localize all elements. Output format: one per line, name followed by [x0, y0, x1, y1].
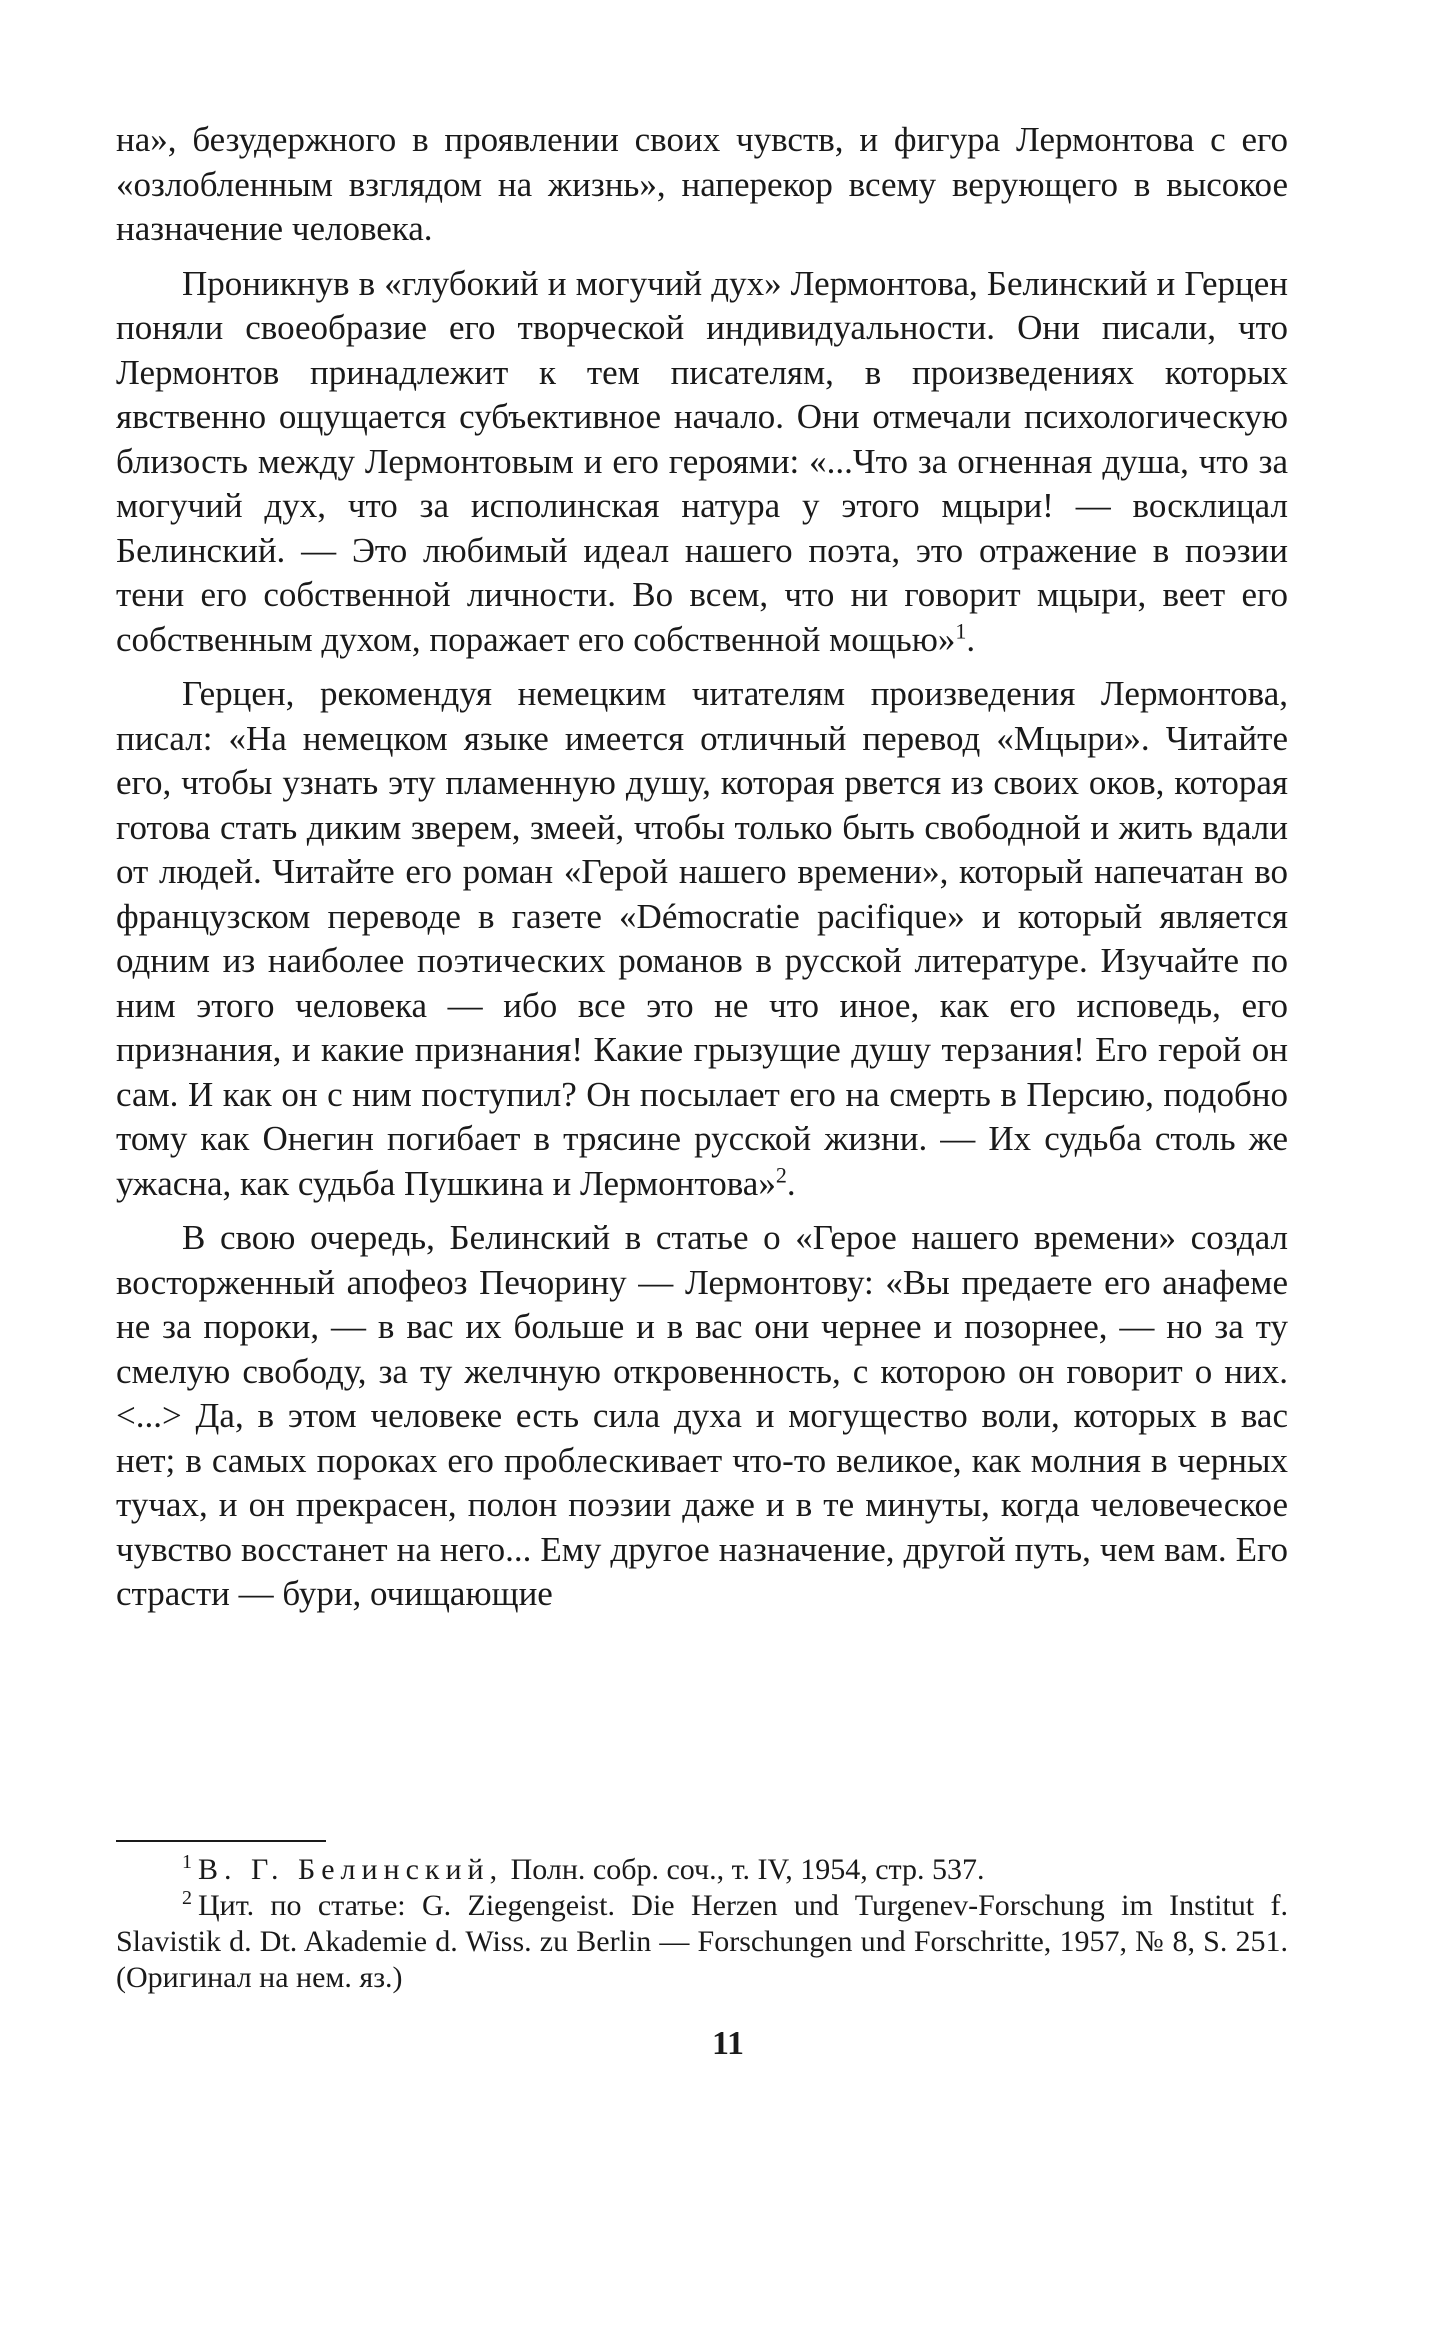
paragraph-3-end: .: [786, 1163, 796, 1203]
page-number: 11: [711, 2025, 745, 2062]
footnote-divider: [116, 1840, 326, 1842]
paragraph-1-text: на», безудержного в проявлении своих чувств, и фигура Лермонтова с его «озлобленным взглядом на жизнь», наперекор всему верующего в высокое назначение человека.: [116, 120, 1288, 248]
footnote-ref-1: 1: [955, 617, 967, 643]
paragraph-2-text: Проникнув в «глубокий и могучий дух» Лермонтова, Белинский и Герцен поняли своеобразие его творческой индивидуальности. Они писали, что Лермонтов принадлежит к тем писателям, в произведениях которых явственно ощущается субъективное начало. Они отмечали психологическую близость между Лермонтовым и его героями: «...Что за огненная душа, что за могучий дух, что за исполинская натура у этого мцыри! — восклицал Белинский. — Это любимый идеал нашего поэта, это отражение в поэзии тени его собственной личности. Во всем, что ни говорит мцыри, веет его собственным духом, поражает его собственной мощью»: [116, 263, 1288, 659]
main-text: [116, 118, 1288, 1617]
footnote-ref-2: 2: [775, 1161, 787, 1187]
footnote-1-text: Полн. собр. соч., т. IV, 1954, стр. 537.: [503, 1853, 985, 1886]
paragraph-4-text: В свою очередь, Белинский в статье о «Герое нашего времени» создал восторженный апофеоз Печорину — Лермонтову: «Вы предаете его анафеме не за пороки, — в вас их больше и в вас они чернее и позорнее, — но за ту смелую свободу, за ту желчную откровенность, с которою он говорит о них. <...> Да, в этом человеке есть сила духа и могущество воли, которых в вас нет; в самых пороках его проблескивает что-то великое, как молния в черных тучах, и он прекрасен, полон поэзии даже и в те минуты, когда человеческое чувство восстанет на него... Ему другое назначение, другой путь, чем вам. Его страсти — бури, очищающие: [116, 1218, 1288, 1613]
paragraph-3: [116, 672, 1288, 1206]
footnote-1: [116, 1852, 1288, 1888]
footnote-2-number: 2: [182, 1887, 192, 1909]
paragraph-3-text: Герцен, рекомендуя немецким читателям произведения Лермонтова, писал: «На немецком языке имеется отличный перевод «Мцыри». Читайте его, чтобы узнать эту пламенную душу, которая рвется из своих оков, которая готова стать диким зверем, змеей, чтобы только быть свободной и жить вдали от людей. Читайте его роман «Герой нашего времени», который напечатан во французском переводе в газете «Démocratie pacifique» и который является одним из наиболее поэтических романов в русской литературе. Изучайте по ним этого человека — ибо все это не что иное, как его исповедь, его признания, и какие признания! Какие грызущие душу терзания! Его герой он сам. И как он с ним поступил? Он посылает его на смерть в Персию, подобно тому как Онегин погибает в трясине русской жизни. — Их судьба столь же ужасна, как судьба Пушкина и Лермонтова»: [116, 674, 1288, 1203]
footnote-2-text: Цит. по статье: G. Ziegengeist. Die Herzen und Turgenev-Forschung im Institut f. Slavistik d. Dt. Akademie d. Wiss. zu Berlin — Forschungen und Forschritte, 1957, № 8, S. 251. (Оригинал на нем. яз.): [116, 1889, 1288, 1994]
paragraph-2: [116, 262, 1288, 663]
footnote-2: [116, 1888, 1288, 1996]
footnotes: [116, 1840, 1288, 1996]
paragraph-1: [116, 118, 1288, 252]
paragraph-2-end: .: [966, 619, 976, 659]
footnote-1-number: 1: [182, 1851, 192, 1873]
footnote-1-author: В. Г. Белинский,: [198, 1853, 504, 1886]
paragraph-4: [116, 1216, 1288, 1617]
